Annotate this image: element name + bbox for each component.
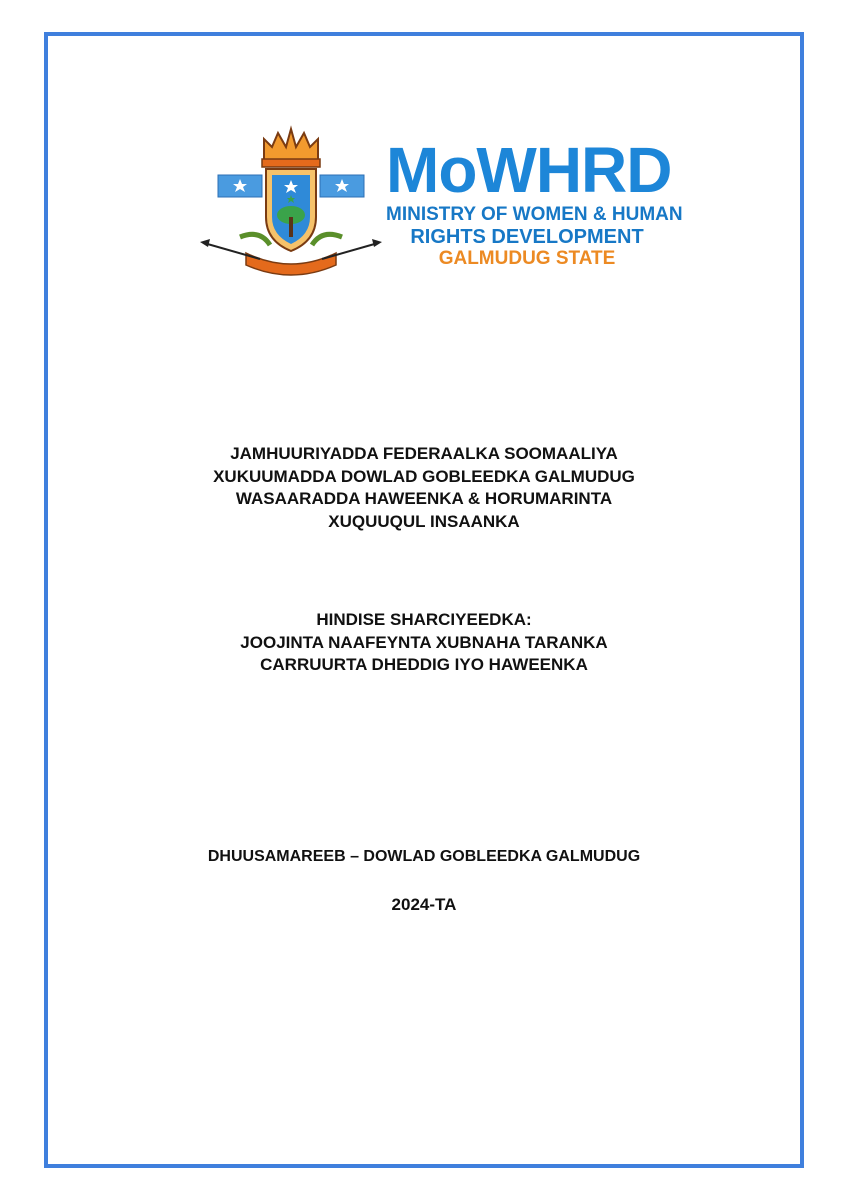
ministry-logo-text — [386, 134, 686, 270]
header-line: WASAARADDA HAWEENKA & HORUMARINTA — [235, 489, 613, 508]
galmudug-emblem — [200, 125, 382, 285]
header-line: XUKUUMADDA DOWLAD GOBLEEDKA GALMUDUG — [213, 466, 635, 486]
government-header — [60, 443, 788, 533]
document-title — [60, 609, 788, 677]
logo-acronym: MoWHRD — [386, 134, 672, 206]
place-line: DHUUSAMAREEB – DOWLAD GOBLEEDKA GALMUDUG — [207, 848, 641, 865]
title-line: JOOJINTA NAAFEYNTA XUBNAHA TARANKA — [240, 632, 608, 652]
year-line: 2024-TA — [391, 895, 457, 914]
header-line: JAMHUURIYADDA FEDERAALKA SOOMAALIYA — [230, 444, 618, 463]
header-line: XUQUUQUL INSAANKA — [328, 511, 520, 531]
title-line: CARRUURTA DHEDDIG IYO HAWEENKA — [260, 655, 588, 674]
logo-line-2: RIGHTS DEVELOPMENT — [410, 226, 644, 248]
title-line: HINDISE SHARCIYEEDKA: — [316, 610, 532, 629]
logo-state: GALMUDUG STATE — [438, 248, 616, 269]
logo-line-1: MINISTRY OF WOMEN & HUMAN — [386, 204, 683, 225]
